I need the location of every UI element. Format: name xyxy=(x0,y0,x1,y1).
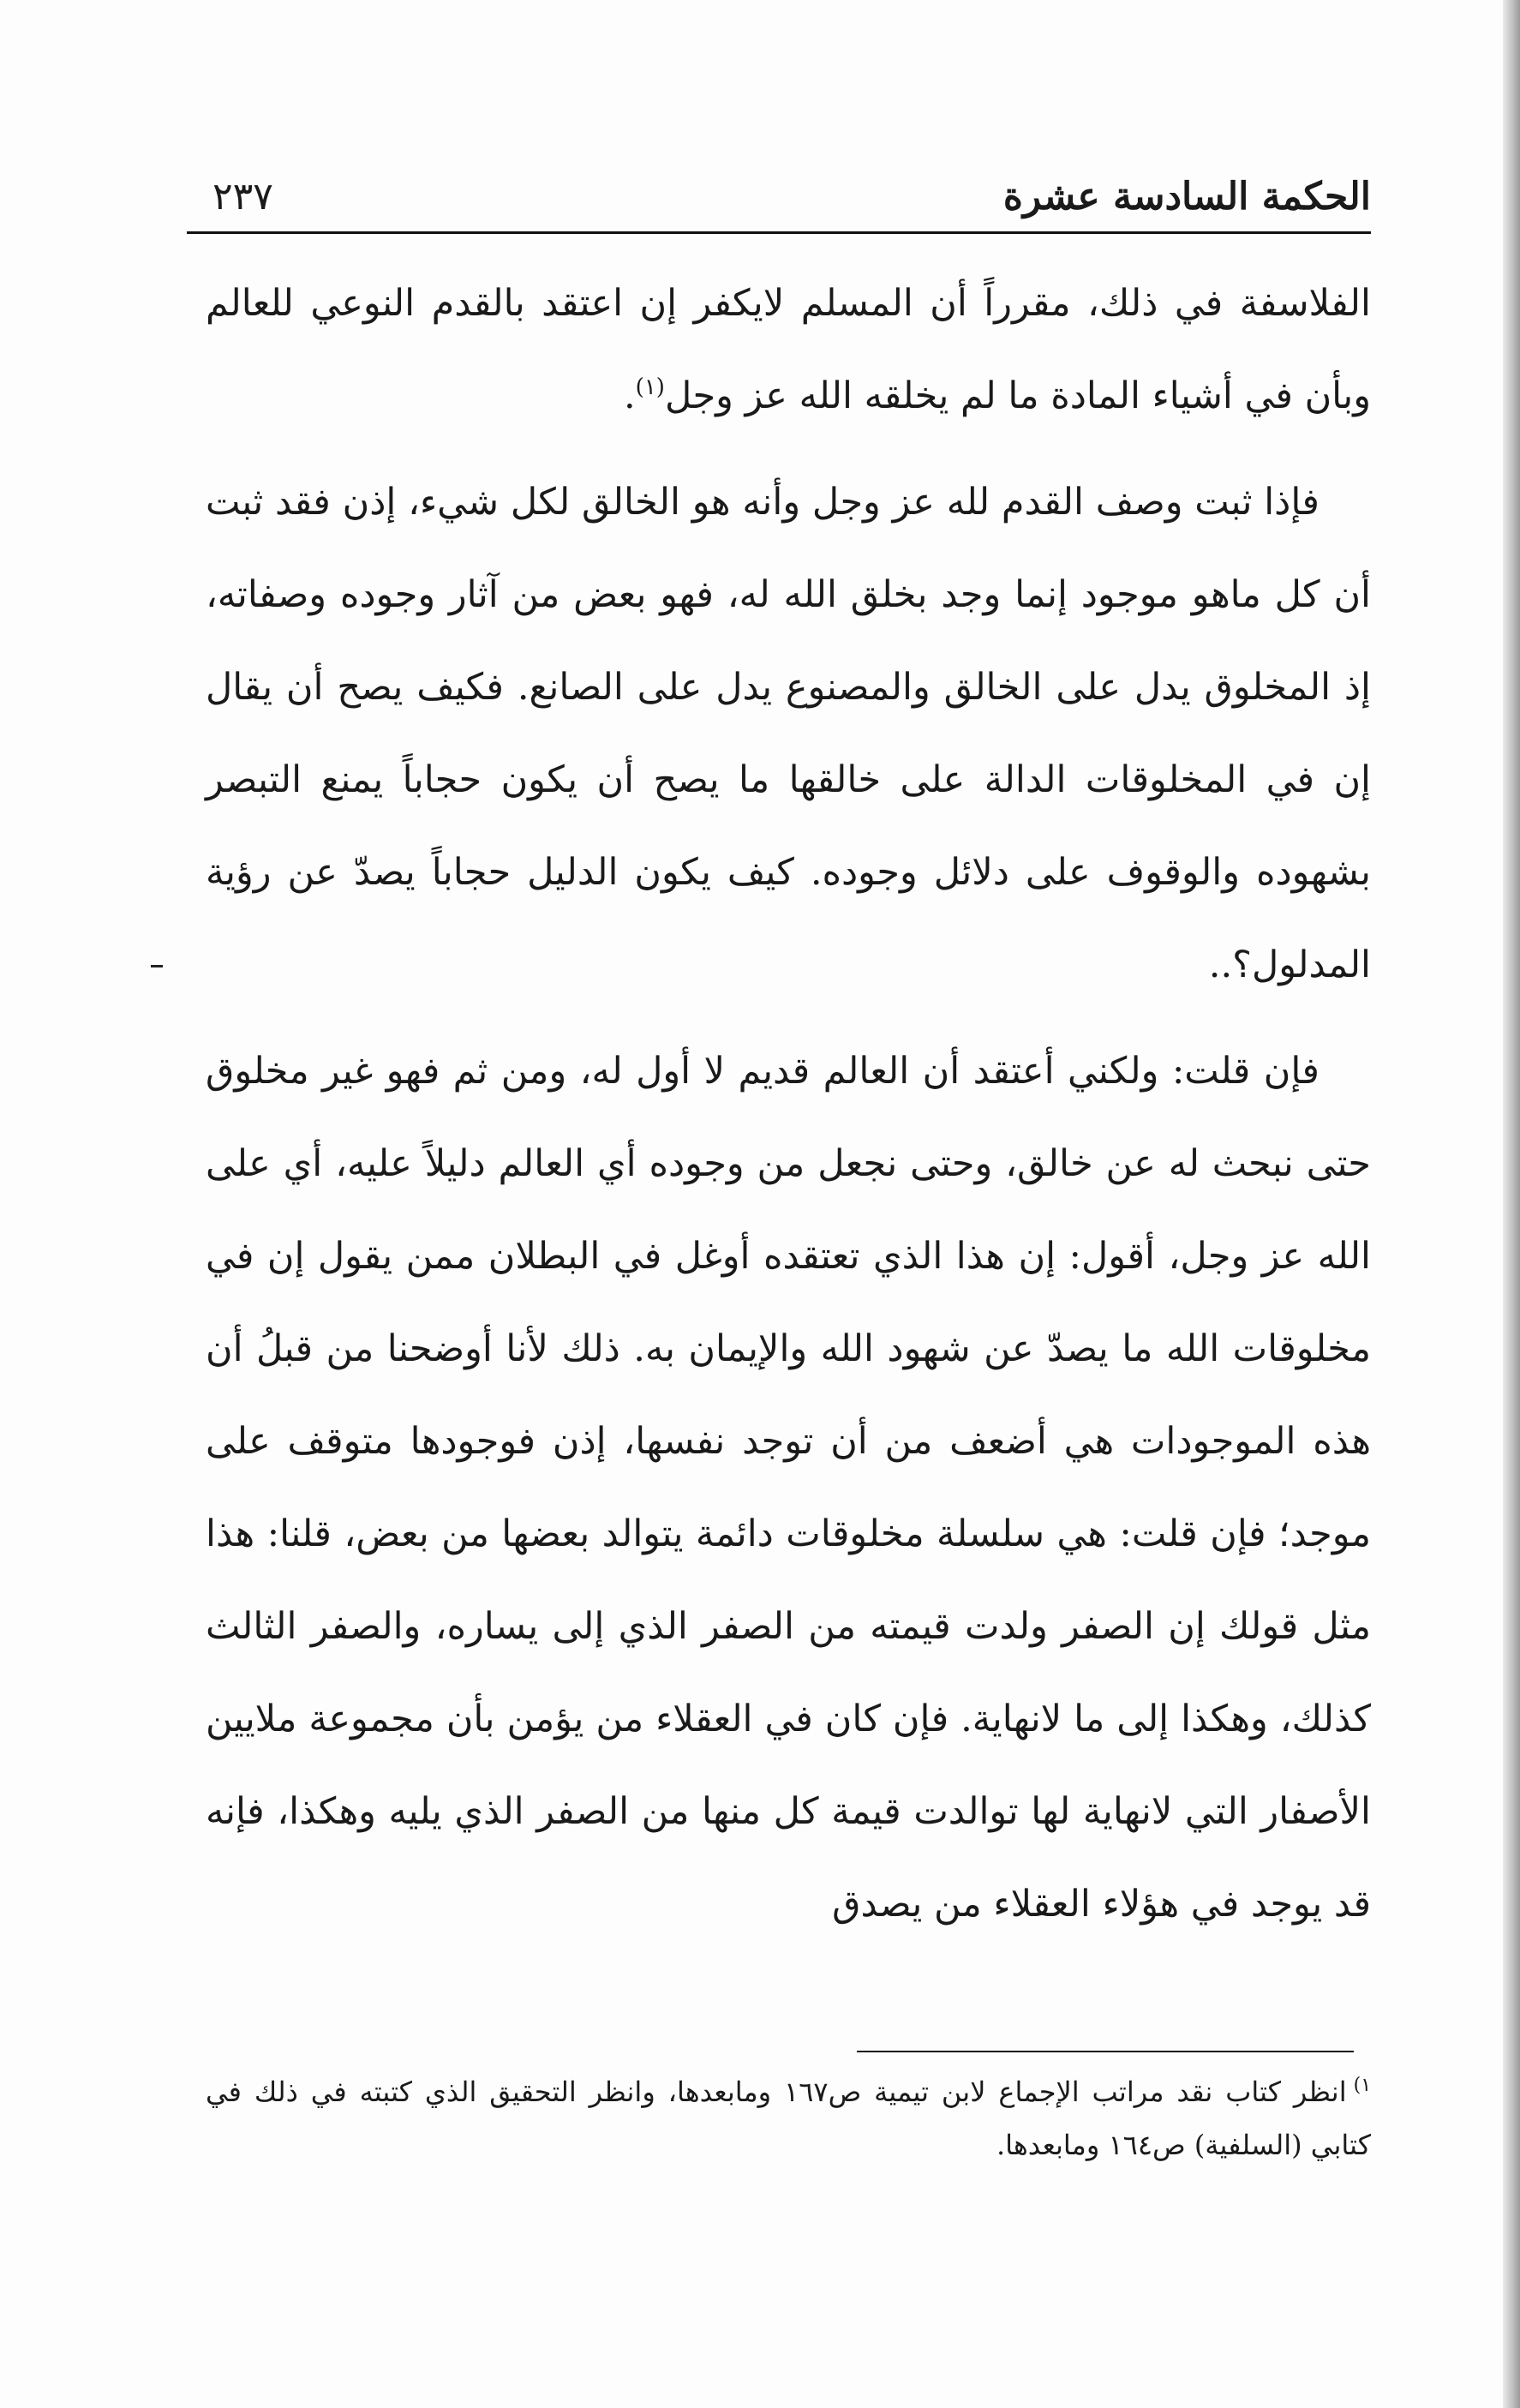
header-rule xyxy=(187,231,1371,234)
footnote-marker: ١) xyxy=(1353,2075,1372,2096)
page-number: ٢٣٧ xyxy=(212,175,273,219)
footnote-text: انظر كتاب نقد مراتب الإجماع لابن تيمية ص١٦٧ ومابعدها، وانظر التحقيق الذي كتبته في ذلك في كتابي (السلفية) ص١٦٤ ومابعدها. xyxy=(206,2076,1371,2161)
margin-mark xyxy=(151,965,163,967)
footnote-rule xyxy=(857,2051,1354,2052)
paragraph-end: . xyxy=(624,374,636,417)
page-header xyxy=(187,163,1371,231)
paragraph xyxy=(206,257,1371,442)
running-head: الحكمة السادسة عشرة xyxy=(1002,175,1371,219)
paragraph-text: فإذا ثبت وصف القدم لله عز وجل وأنه هو الخالق لكل شيء، إذن فقد ثبت أن كل ماهو موجود إنما وجد بخلق الله له، فهو بعض من آثار وجوده وصفاته، إذ المخلوق يدل على الخالق والمصنوع يدل على الصانع. فكيف يصح أن يقال إن في المخلوقات الدالة على خالقها ما يصح أن يكون حجاباً يمنع التبصر بشهوده والوقوف على دلائل وجوده. كيف يكون الدليل حجاباً يصدّ عن رؤية المدلول؟.. xyxy=(206,481,1371,986)
paragraph xyxy=(206,456,1371,1011)
paragraph xyxy=(206,1025,1371,1950)
paragraph-text: فإن قلت: ولكني أعتقد أن العالم قديم لا أول له، ومن ثم فهو غير مخلوق حتى نبحث له عن خالق، وحتى نجعل من وجوده أي العالم دليلاً عليه، أي على الله عز وجل، أقول: إن هذا الذي تعتقده أوغل في البطلان ممن يقول إن في مخلوقات الله ما يصدّ عن شهود الله والإيمان به. ذلك لأنا أوضحنا من قبلُ أن هذه الموجودات هي أضعف من أن توجد نفسها، إذن فوجودها متوقف على موجد؛ فإن قلت: هي سلسلة مخلوقات دائمة يتوالد بعضها من بعض، قلنا: هذا مثل قولك إن الصفر ولدت قيمته من الصفر الذي إلى يساره، والصفر الثالث كذلك، وهكذا إلى ما لانهاية. فإن كان في العقلاء من يؤمن بأن مجموعة ملايين الأصفار التي لانهاية لها توالدت قيمة كل منها من الصفر الذي يليه وهكذا، فإنه قد يوجد في هؤلاء العقلاء من يصدق xyxy=(206,1050,1371,1926)
footnotes xyxy=(206,2065,1371,2171)
paragraph-text: الفلاسفة في ذلك، مقرراً أن المسلم لايكفر إن اعتقد بالقدم النوعي للعالم وبأن في أشياء المادة ما لم يخلقه الله عز وجل xyxy=(206,282,1371,417)
body-text xyxy=(206,257,1371,1950)
footnote-reference[interactable]: (١) xyxy=(635,374,665,400)
book-binding-shadow xyxy=(1503,0,1520,2408)
footnote xyxy=(206,2065,1371,2171)
